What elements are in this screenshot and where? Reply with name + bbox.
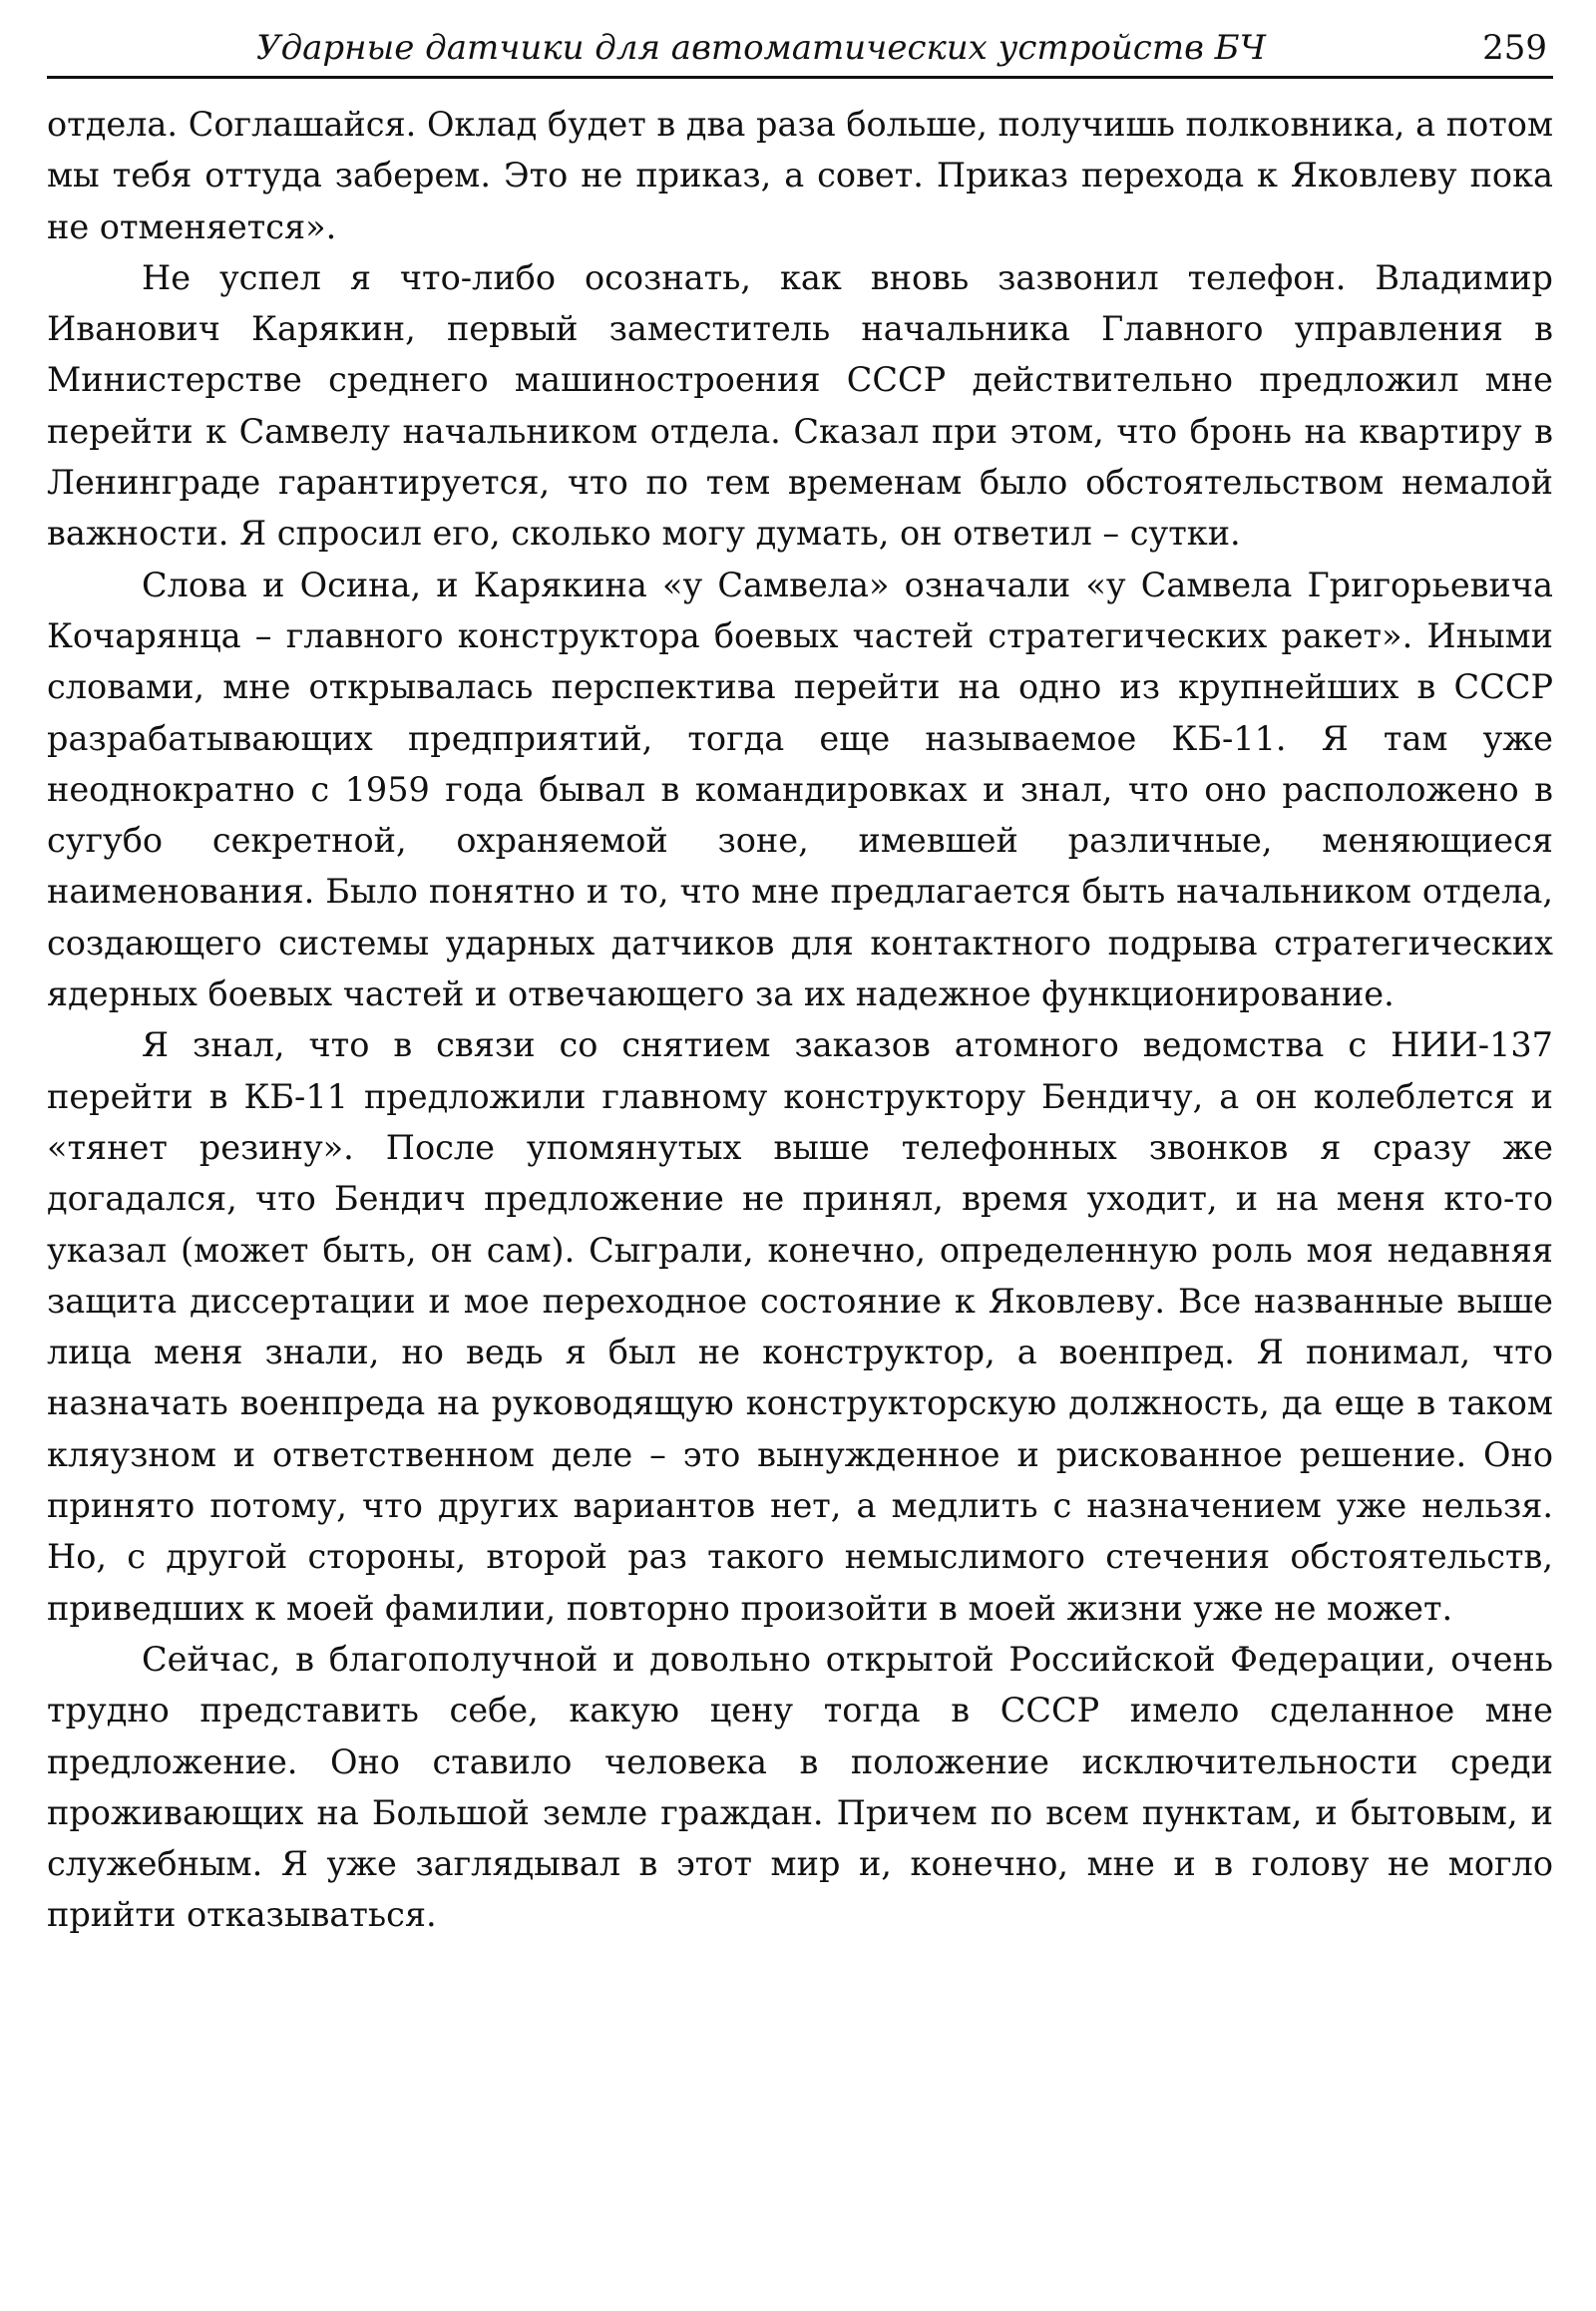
paragraph: Я знал, что в связи со снятием заказов атомного ведомства с НИИ-137 перейти в КБ-11 предложили главному конструктору Бендичу, а он колеблется и «тянет резину». После упомянутых выше телефонных звонков я сразу же догадался, что Бендич предложение не принял, время уходит, и на меня кто-то указал (может быть, он сам). Сыграли, конечно, определенную роль моя недавняя защита диссертации и мое переходное состояние к Яковлеву. Все названные выше лица меня знали, но ведь я был не конструктор, а военпред. Я понимал, что назначать военпреда на руководящую конструкторскую должность, да еще в таком кляузном и ответственном деле – это вынужденное и рискованное решение. Оно принято потому, что других вариантов нет, а медлить с назначением уже нельзя. Но, с другой стороны, второй раз такого немыслимого стечения обстоятельств, приведших к моей фамилии, повторно произойти в моей жизни уже не может. (47, 1025, 1553, 1628)
page-number: 259 (1482, 28, 1547, 68)
paragraph: Слова и Осина, и Карякина «у Самвела» означали «у Самвела Григорьевича Кочарянца – главного конструктора боевых частей стратегических ракет». Иными словами, мне открывалась перспектива перейти на одно из крупнейших в СССР разрабатывающих предприятий, тогда еще называемое КБ-11. Я там уже неоднократно с 1959 года бывал в командировках и знал, что оно расположено в сугубо секретной, охраняемой зоне, имевшей различные, меняющиеся наименования. Было понятно и то, что мне предлагается быть начальником отдела, создающего системы ударных датчиков для контактного подрыва стратегических ядерных боевых частей и отвечающего за их надежное функционирование. (47, 565, 1553, 1014)
paragraph: Сейчас, в благополучной и довольно открытой Российской Федерации, очень трудно представить себе, какую цену тогда в СССР имело сделанное мне предложение. Оно ставило человека в положение исключительности среди проживающих на Большой земле граждан. Причем по всем пунктам, и бытовым, и служебным. Я уже заглядывал в этот мир и, конечно, мне и в голову не могло прийти отказываться. (47, 1639, 1553, 1935)
paragraph: Не успел я что-либо осознать, как вновь зазвонил телефон. Владимир Иванович Карякин, первый заместитель начальника Главного управления в Министерстве среднего машиностроения СССР действительно предложил мне перейти к Самвелу начальником отдела. Сказал при этом, что бронь на квартиру в Ленинграде гарантируется, что по тем временам было обстоятельством немалой важности. Я спросил его, сколько могу думать, он ответил – сутки. (47, 257, 1553, 554)
paragraph: отдела. Соглашайся. Оклад будет в два раза больше, получишь полковника, а потом мы тебя оттуда заберем. Это не приказ, а совет. Приказ перехода к Яковлеву пока не отменяется». (47, 105, 1553, 246)
running-header (47, 28, 1553, 79)
running-title: Ударные датчики для автоматических устройств БЧ (256, 28, 1266, 68)
body-text (47, 99, 1553, 1941)
book-page (47, 28, 1553, 1941)
